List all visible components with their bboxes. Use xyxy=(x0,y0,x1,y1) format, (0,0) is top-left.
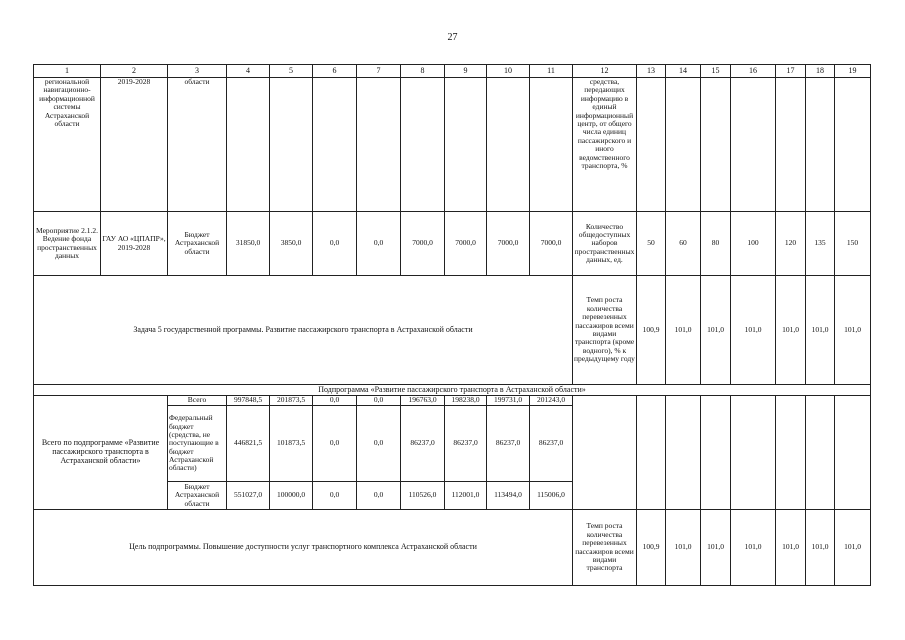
value-cell: 446821,5 xyxy=(227,406,270,482)
indicator-name: Количество общедоступных наборов пространственных данных, ед. xyxy=(573,212,637,276)
target-cell: 150 xyxy=(835,212,871,276)
target-cell: 50 xyxy=(637,212,666,276)
goal-text: Цель подпрограммы. Повышение доступности услуг транспортного комплекса Астраханской области xyxy=(34,510,573,586)
value-cell: 551027,0 xyxy=(227,482,270,510)
funding-source: области xyxy=(168,78,227,212)
header-cell: 15 xyxy=(701,65,731,78)
value-cell: 0,0 xyxy=(357,482,401,510)
table-row xyxy=(34,510,871,586)
target-cell: 101,0 xyxy=(776,276,806,385)
header-row xyxy=(34,65,871,78)
table-row xyxy=(34,212,871,276)
target-cell: 100,9 xyxy=(637,276,666,385)
funding-source: Федеральный бюджет (средства, не поступающие в бюджет Астраханской области) xyxy=(168,406,227,482)
value-cell: 997848,5 xyxy=(227,396,270,406)
target-cell: 60 xyxy=(666,212,701,276)
header-cell: 10 xyxy=(487,65,530,78)
table-row xyxy=(34,78,871,212)
header-cell: 4 xyxy=(227,65,270,78)
header-cell: 13 xyxy=(637,65,666,78)
task-text: Задача 5 государственной программы. Развитие пассажирского транспорта в Астраханской области xyxy=(34,276,573,385)
value-cell: 7000,0 xyxy=(445,212,487,276)
target-cell: 80 xyxy=(701,212,731,276)
header-cell: 1 xyxy=(34,65,101,78)
table-row xyxy=(34,385,871,396)
value-cell: 115006,0 xyxy=(530,482,573,510)
value-cell: 0,0 xyxy=(357,396,401,406)
target-cell: 101,0 xyxy=(731,510,776,586)
header-cell: 19 xyxy=(835,65,871,78)
target-cell: 101,0 xyxy=(806,510,835,586)
target-cell: 101,0 xyxy=(835,510,871,586)
table-row xyxy=(34,396,871,406)
value-cell: 86237,0 xyxy=(445,406,487,482)
target-cell: 101,0 xyxy=(666,510,701,586)
target-cell: 100 xyxy=(731,212,776,276)
measure-name: региональной навигационно-информационной системы Астраханской области xyxy=(34,78,101,212)
header-cell: 18 xyxy=(806,65,835,78)
value-cell: 0,0 xyxy=(313,212,357,276)
value-cell: 101873,5 xyxy=(270,406,313,482)
page-number: 27 xyxy=(447,32,458,43)
header-cell: 5 xyxy=(270,65,313,78)
indicator-name: средства, передающих информацию в единый информационный центр, от общего числа единиц пассажирского и иного ведомственного транспорта, % xyxy=(573,78,637,212)
value-cell: 31850,0 xyxy=(227,212,270,276)
value-cell: 0,0 xyxy=(357,406,401,482)
target-cell: 101,0 xyxy=(731,276,776,385)
header-cell: 11 xyxy=(530,65,573,78)
header-cell: 6 xyxy=(313,65,357,78)
value-cell: 100000,0 xyxy=(270,482,313,510)
value-cell: 201873,5 xyxy=(270,396,313,406)
header-cell: 7 xyxy=(357,65,401,78)
value-cell: 7000,0 xyxy=(530,212,573,276)
budget-table xyxy=(33,64,871,586)
indicator-name: Темп роста количества перевезенных пассажиров всеми видами транспорта (кроме водного), % к предыдущему году xyxy=(573,276,637,385)
value-cell: 199731,0 xyxy=(487,396,530,406)
target-cell: 100,9 xyxy=(637,510,666,586)
value-cell: 196763,0 xyxy=(401,396,445,406)
measure-name: Мероприятие 2.1.2. Ведение фонда пространственных данных xyxy=(34,212,101,276)
value-cell: 7000,0 xyxy=(401,212,445,276)
header-cell: 9 xyxy=(445,65,487,78)
target-cell: 101,0 xyxy=(701,510,731,586)
value-cell: 86237,0 xyxy=(530,406,573,482)
header-cell: 12 xyxy=(573,65,637,78)
header-cell: 3 xyxy=(168,65,227,78)
target-cell: 101,0 xyxy=(835,276,871,385)
value-cell: 86237,0 xyxy=(487,406,530,482)
header-cell: 8 xyxy=(401,65,445,78)
executor-period: 2019-2028 xyxy=(101,78,168,212)
value-cell: 86237,0 xyxy=(401,406,445,482)
funding-source: Всего xyxy=(168,396,227,406)
target-cell: 135 xyxy=(806,212,835,276)
target-cell: 120 xyxy=(776,212,806,276)
value-cell: 3850,0 xyxy=(270,212,313,276)
value-cell: 0,0 xyxy=(313,406,357,482)
table-row xyxy=(34,276,871,385)
subprogram-title: Подпрограмма «Развитие пассажирского транспорта в Астраханской области» xyxy=(34,385,871,396)
value-cell: 110526,0 xyxy=(401,482,445,510)
header-cell: 16 xyxy=(731,65,776,78)
target-cell: 101,0 xyxy=(666,276,701,385)
value-cell: 198238,0 xyxy=(445,396,487,406)
executor-period: ГАУ АО «ЦПАПР», 2019-2028 xyxy=(101,212,168,276)
value-cell: 0,0 xyxy=(313,396,357,406)
target-cell: 101,0 xyxy=(701,276,731,385)
funding-source: Бюджет Астраханской области xyxy=(168,482,227,510)
target-cell: 101,0 xyxy=(806,276,835,385)
header-cell: 2 xyxy=(101,65,168,78)
value-cell: 113494,0 xyxy=(487,482,530,510)
indicator-name: Темп роста количества перевезенных пассажиров всеми видами транспорта xyxy=(573,510,637,586)
funding-source: Бюджет Астраханской области xyxy=(168,212,227,276)
header-cell: 17 xyxy=(776,65,806,78)
header-cell: 14 xyxy=(666,65,701,78)
value-cell: 0,0 xyxy=(357,212,401,276)
value-cell: 7000,0 xyxy=(487,212,530,276)
value-cell: 0,0 xyxy=(313,482,357,510)
subprogram-total-label: Всего по подпрограмме «Развитие пассажирского транспорта в Астраханской области» xyxy=(34,396,168,510)
value-cell: 201243,0 xyxy=(530,396,573,406)
target-cell: 101,0 xyxy=(776,510,806,586)
value-cell: 112001,0 xyxy=(445,482,487,510)
